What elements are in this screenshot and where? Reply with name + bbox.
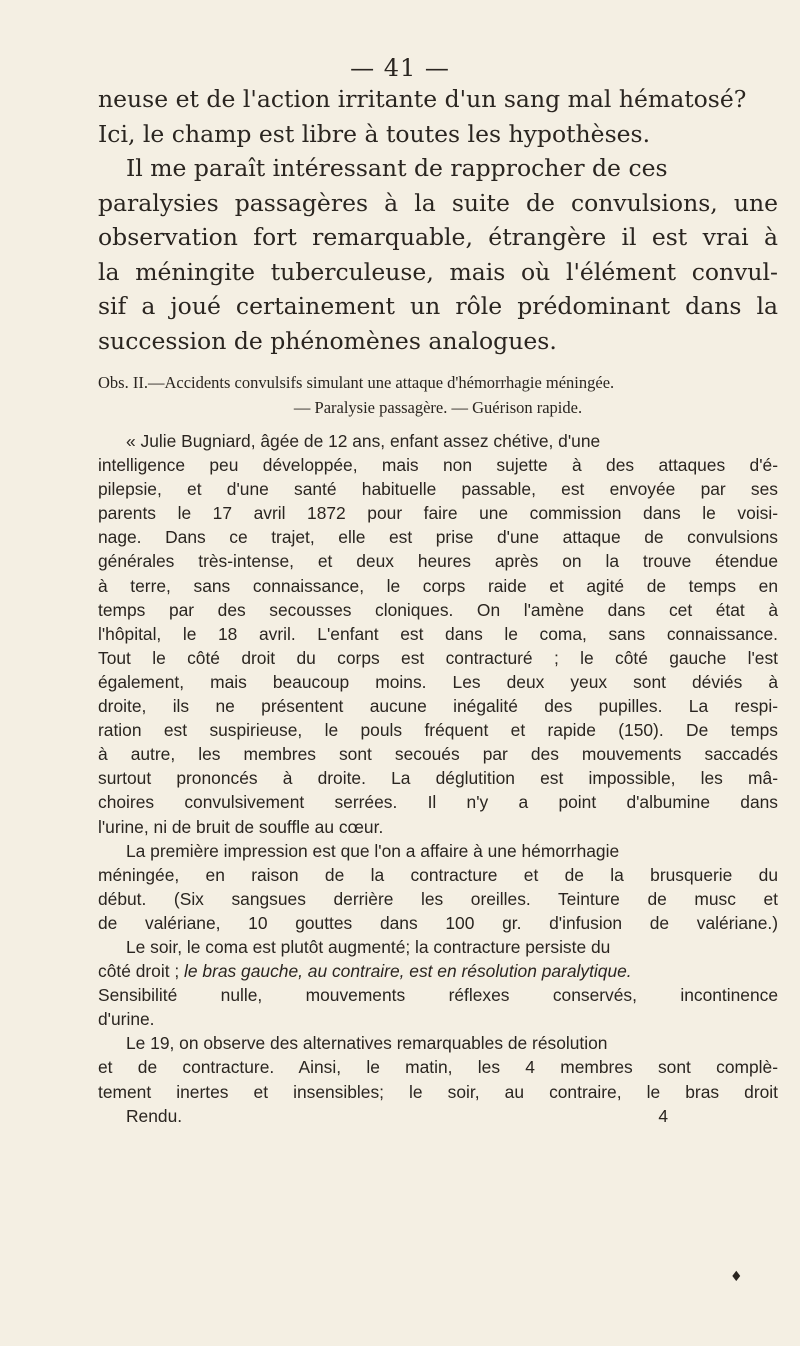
text-line: de valériane, 10 gouttes dans 100 gr. d'infusion de valériane.) [98, 912, 778, 933]
text-line: l'urine, ni de bruit de souffle au cœur. [98, 816, 384, 837]
paragraph-2 [98, 151, 778, 358]
observation-heading [98, 370, 778, 420]
text-line: Il me paraît intéressant de rapprocher de ces [126, 154, 668, 182]
text-line: d'urine. [98, 1009, 155, 1030]
text-line: ration est suspirieuse, le pouls fréquent et rapide (150). De temps [98, 720, 778, 741]
text-line: nage. Dans ce trajet, elle est prise d'une attaque de convulsions [98, 527, 778, 548]
text-line: surtout prononcés à droite. La déglutition est impossible, les mâ- [98, 768, 778, 789]
text-line: La première impression est que l'on a affaire à une hémorrhagie [126, 840, 620, 861]
text-line: également, mais beaucoup moins. Les deux yeux sont déviés à [98, 671, 778, 692]
paragraph-1 [98, 82, 778, 151]
heading-line: Obs. II.—Accidents convulsifs simulant une attaque d'hémorrhagie méningée. [98, 373, 615, 392]
observation-body [98, 429, 778, 1128]
text-line: sif a joué certainement un rôle prédominant dans la [98, 292, 778, 320]
text-line: à terre, sans connaissance, le corps raide et agité de temps en [98, 575, 778, 596]
text-line: choires convulsivement serrées. Il n'y a point d'albumine dans [98, 792, 778, 813]
text-line: début. (Six sangsues derrière les oreilles. Teinture de musc et [98, 888, 778, 909]
text-line: succession de phénomènes analogues. [98, 326, 557, 355]
text-line: observation fort remarquable, étrangère il est vrai à [98, 223, 778, 251]
text-line: méningée, en raison de la contracture et de la brusquerie du [98, 864, 778, 885]
text-line: l'hôpital, le 18 avril. L'enfant est dans le coma, sans connaissance. [98, 623, 778, 644]
page-number: — 41 — [350, 54, 450, 82]
text-line: et de contracture. Ainsi, le matin, les 4 membres sont complè- [98, 1057, 778, 1078]
text-line: droite, ils ne présentent aucune inégalité des pupilles. La respi- [98, 696, 778, 717]
text-line: Ici, le champ est libre à toutes les hypothèses. [98, 119, 651, 148]
text-italic: le bras gauche, au contraire, est en résolution paralytique. [184, 961, 632, 982]
signature-line [98, 1104, 778, 1128]
text-line-mixed [98, 959, 778, 983]
text-line: Le 19, on observe des alternatives remarquables de résolution [126, 1033, 608, 1054]
text-line: générales très-intense, et deux heures après on la trouve étendue [98, 551, 778, 572]
text-line: « Julie Bugniard, âgée de 12 ans, enfant assez chétive, d'une [126, 431, 601, 451]
text-line: Sensibilité nulle, mouvements réflexes conservés, incontinence [98, 985, 778, 1006]
text-line: Le soir, le coma est plutôt augmenté; la contracture persiste du [126, 936, 611, 957]
text-line: tement inertes et insensibles; le soir, au contraire, le bras droit [98, 1081, 778, 1102]
text-line: Tout le côté droit du corps est contracturé ; le côté gauche l'est [98, 647, 778, 668]
text-line: à autre, les membres sont secoués par des mouvements saccadés [98, 744, 778, 765]
text-line: neuse et de l'action irritante d'un sang mal hématosé? [98, 85, 747, 113]
text-line: parents le 17 avril 1872 pour faire une commission dans le voisi- [98, 503, 778, 524]
text-line: pilepsie, et d'une santé habituelle passable, est envoyée par ses [98, 479, 778, 500]
text-line: paralysies passagères à la suite de convulsions, une [98, 188, 778, 217]
text-line: temps par des secousses cloniques. On l'amène dans cet état à [98, 599, 778, 620]
heading-line: — Paralysie passagère. — Guérison rapide. [293, 398, 583, 417]
signature-author: Rendu. [126, 1105, 183, 1126]
text-line: la méningite tuberculeuse, mais où l'élément convul- [98, 257, 778, 286]
ornament-mark: ♦ [730, 1269, 743, 1285]
signature-number: 4 [658, 1105, 668, 1126]
text-roman: côté droit ; [98, 961, 185, 982]
text-line: intelligence peu développée, mais non sujette à des attaques d'é- [98, 455, 778, 476]
